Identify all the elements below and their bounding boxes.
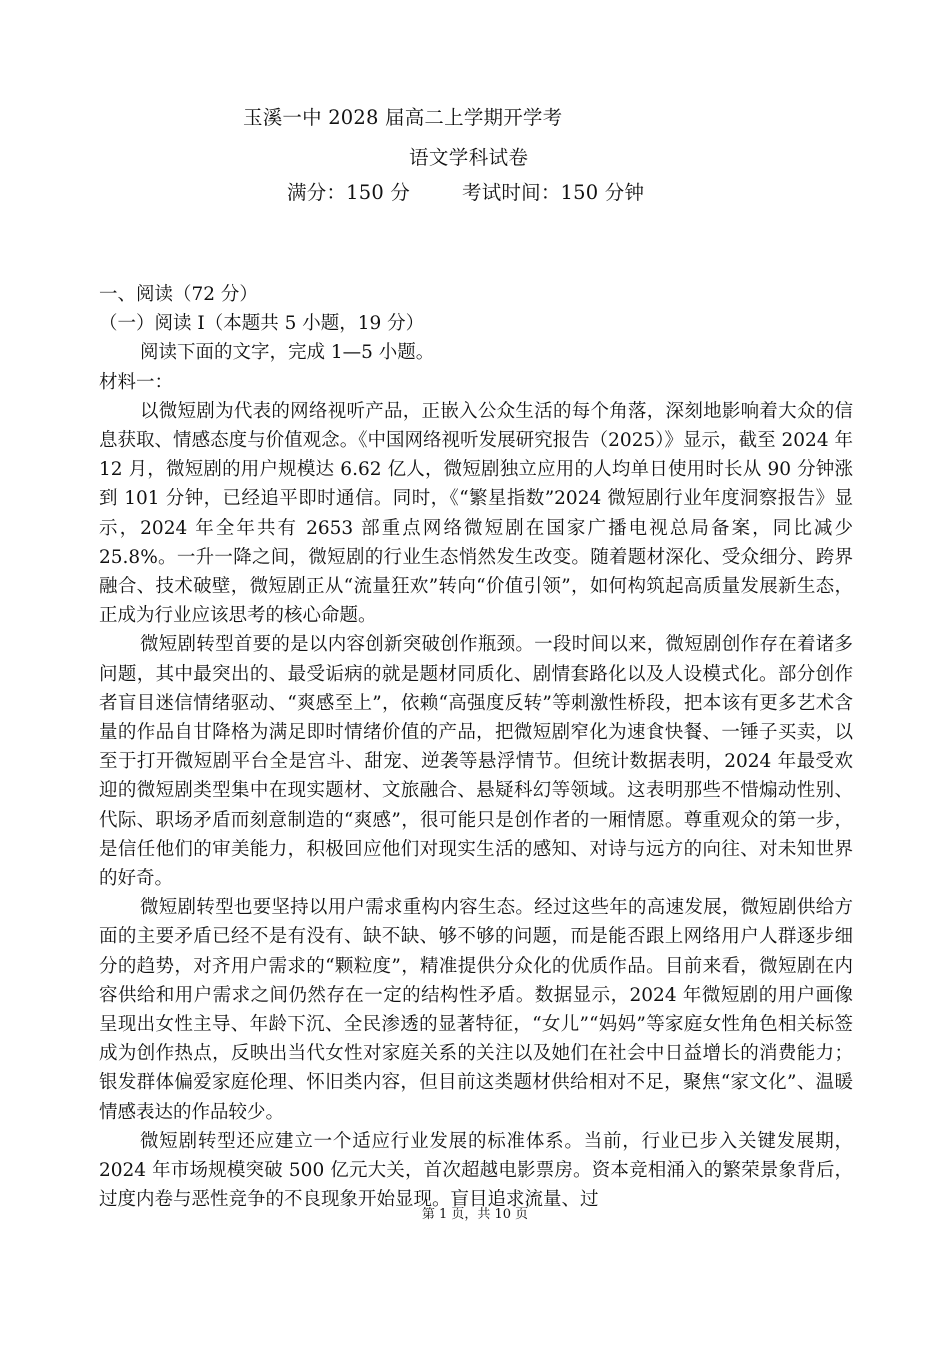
paragraph-4: 微短剧转型还应建立一个适应行业发展的标准体系。当前，行业已步入关键发展期，2024 年市场规模突破 500 亿元大关，首次超越电影票房。资本竞相涌入的繁荣景象背后，过度内卷与恶性竞争的不良现象开始显现。盲目追求流量、过: [99, 1130, 853, 1211]
exam-subtitle: 语文学科试卷: [409, 146, 529, 169]
paragraph-3: 微短剧转型也要坚持以用户需求重构内容生态。经过这些年的高速发展，微短剧供给方面的主要矛盾已经不是有没有、缺不缺、够不够的问题，而是能否跟上网络用户人群逐步细分的趋势，对齐用户需求的“颗粒度”，精准提供分众化的优质作品。目前来看，微短剧在内容供给和用户需求之间仍然存在一定的结构性矛盾。数据显示，2024 年微短剧的用户画像呈现出女性主导、年龄下沉、全民渗透的显著特征，“女儿”“妈妈”等家庭女性角色相关标签成为创作热点，反映出当代女性对家庭关系的关注以及她们在社会中日益增长的消费能力；银发群体偏爱家庭伦理、怀旧类内容，但目前这类题材供给相对不足，聚焦“家文化”、温暖情感表达的作品较少。: [99, 897, 853, 1123]
exam-title: 玉溪一中 2028 届高二上学期开学考: [243, 106, 563, 129]
material-label: 材料一：: [99, 371, 174, 393]
paragraph-2: 微短剧转型首要的是以内容创新突破创作瓶颈。一段时间以来，微短剧创作存在着诸多问题，其中最突出的、最受诟病的就是题材同质化、剧情套路化以及人设模式化。部分创作者盲目迷信情绪驱动、“爽感至上”，依赖“高强度反转”等刺激性桥段，把本该有更多艺术含量的作品自甘降格为满足即时情绪价值的产品，把微短剧窄化为速食快餐、一锤子买卖，以至于打开微短剧平台全是宫斗、甜宠、逆袭等悬浮情节。但统计数据表明，2024 年最受欢迎的微短剧类型集中在现实题材、文旅融合、悬疑科幻等领域。这表明那些不惜煽动性别、代际、职场矛盾而刻意制造的“爽感”，很可能只是创作者的一厢情愿。尊重观众的第一步，是信任他们的审美能力，积极回应他们对现实生活的感知、对诗与远方的向往、对未知世界的好奇。: [99, 634, 853, 890]
instruction-text: 阅读下面的文字，完成 1—5 小题。: [140, 342, 435, 364]
paragraph-1: 以微短剧为代表的网络视听产品，正嵌入公众生活的每个角落，深刻地影响着大众的信息获取、情感态度与价值观念。《中国网络视听发展研究报告（2025）》显示，截至 2024 年 12 月，微短剧的用户规模达 6.62 亿人，微短剧独立应用的人均单日使用时长从 90 分钟涨到 101 分钟，已经追平即时通信。同时，《“繁星指数”2024 微短剧行业年度洞察报告》显示，2024 年全年共有 2653 部重点网络微短剧在国家广播电视总局备案，同比减少 25.8%。一升一降之间，微短剧的行业生态悄然发生改变。随着题材深化、受众细分、跨界融合、技术破壁，微短剧正从“流量狂欢”转向“价值引领”，如何构筑起高质量发展新生态，正成为行业应该思考的核心命题。: [99, 400, 853, 627]
exam-meta: [287, 180, 644, 206]
full-score: 满分：150 分: [287, 181, 411, 204]
section-heading: 一、阅读（72 分）: [99, 284, 258, 305]
sub-section-heading: （一）阅读 I（本题共 5 小题，19 分）: [99, 313, 425, 335]
page-footer: 第 1 页，共 10 页: [421, 1207, 529, 1222]
reading-section: [99, 280, 853, 1215]
exam-time: 考试时间：150 分钟: [462, 181, 645, 204]
